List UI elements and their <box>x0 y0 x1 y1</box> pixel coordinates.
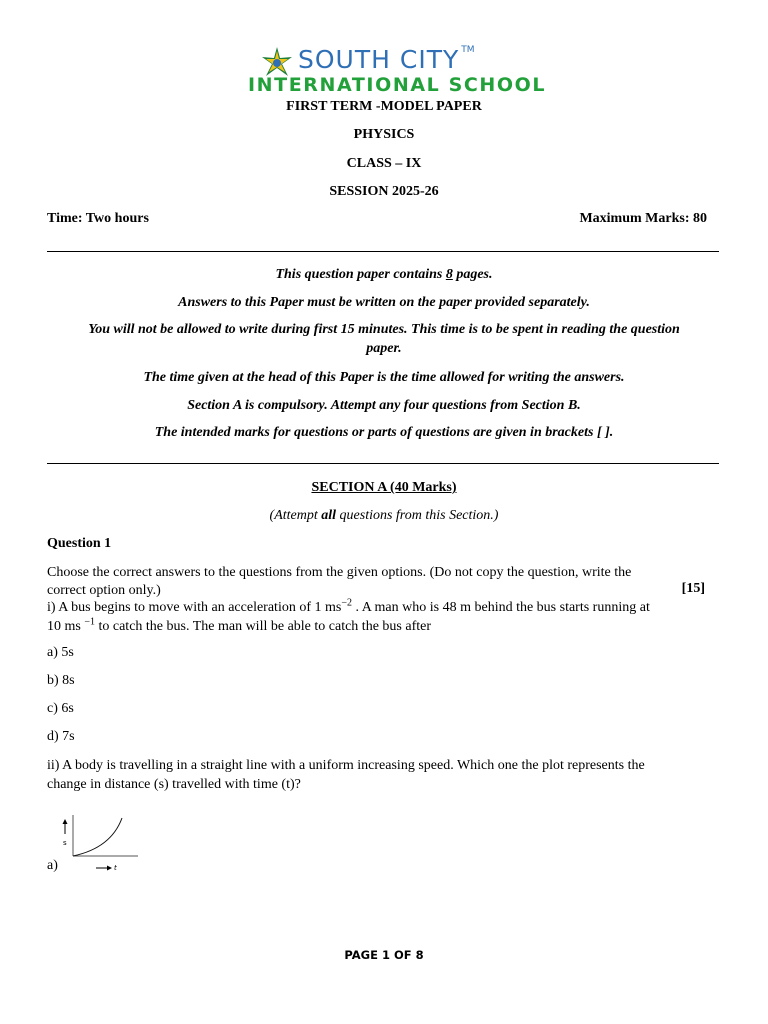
question-instruction-line1: Choose the correct answers to the questions from the given options. (Do not copy the question, write the <box>47 565 632 580</box>
option-d: d) 7s <box>47 729 75 744</box>
option-c: c) 6s <box>47 701 74 716</box>
max-marks-label: Maximum Marks: 80 <box>579 211 707 226</box>
session-heading: SESSION 2025-26 <box>329 184 439 199</box>
section-note: (Attempt all questions from this Section.) <box>269 508 499 523</box>
star-emblem-icon <box>260 47 294 77</box>
option-a: a) 5s <box>47 645 74 660</box>
school-logo <box>248 45 566 97</box>
marks-badge: [15] <box>681 581 705 596</box>
page-footer: PAGE 1 OF 8 <box>344 948 424 962</box>
graph-option-label: a) <box>47 858 58 873</box>
distance-time-graph <box>56 812 140 874</box>
t-arrowhead-icon <box>107 866 112 871</box>
paper-title: FIRST TERM -MODEL PAPER <box>286 99 482 114</box>
logo-line2: INTERNATIONAL SCHOOL <box>248 74 547 96</box>
instruction-marks: The intended marks for questions or parts of questions are given in brackets [ ]. <box>154 425 614 440</box>
question-label: Question 1 <box>47 536 112 551</box>
s-arrowhead-icon <box>63 819 68 824</box>
instruction-reading-time-cont: paper. <box>366 341 402 356</box>
graph-t-label: t <box>114 864 117 872</box>
subquestion-1-line2: 10 ms $^{-1}$ to catch the bus. The man will be able to catch the bus after <box>47 616 431 634</box>
subject-heading: PHYSICS <box>353 127 415 142</box>
instruction-time-allowed: The time given at the head of this Paper is the time allowed for writing the answers. <box>143 370 625 385</box>
option-b: b) 8s <box>47 673 75 688</box>
question-instruction-line2: correct option only.) <box>47 583 161 598</box>
subquestion-1-line1: i) A bus begins to move with an acceleration of 1 $ms^{-2}$ . A man who is 48 m behind the bus starts running at <box>47 597 650 615</box>
section-title: SECTION A (40 Marks) <box>311 480 457 495</box>
subquestion-2-line1: ii) A body is travelling in a straight line with a uniform increasing speed. Which one the plot represents the <box>47 758 645 773</box>
subquestion-2-line2: change in distance (s) travelled with time (t)? <box>47 777 301 792</box>
instruction-sections: Section A is compulsory. Attempt any four questions from Section B. <box>187 398 581 413</box>
divider-top <box>47 251 719 252</box>
divider-bottom <box>47 463 719 464</box>
graph-s-label: s <box>63 839 67 847</box>
instruction-answers: Answers to this Paper must be written on the paper provided separately. <box>178 295 590 310</box>
instruction-reading-time: You will not be allowed to write during first 15 minutes. This time is to be spent in reading the question <box>88 322 680 337</box>
logo-line1: SOUTH CITY ™ <box>298 45 475 74</box>
time-label: Time: Two hours <box>47 211 149 226</box>
graph-curve <box>73 818 122 856</box>
trademark-mark: TM <box>461 45 475 55</box>
instruction-pages: This question paper contains 8 pages. <box>275 267 493 282</box>
class-heading: CLASS – IX <box>346 156 422 171</box>
